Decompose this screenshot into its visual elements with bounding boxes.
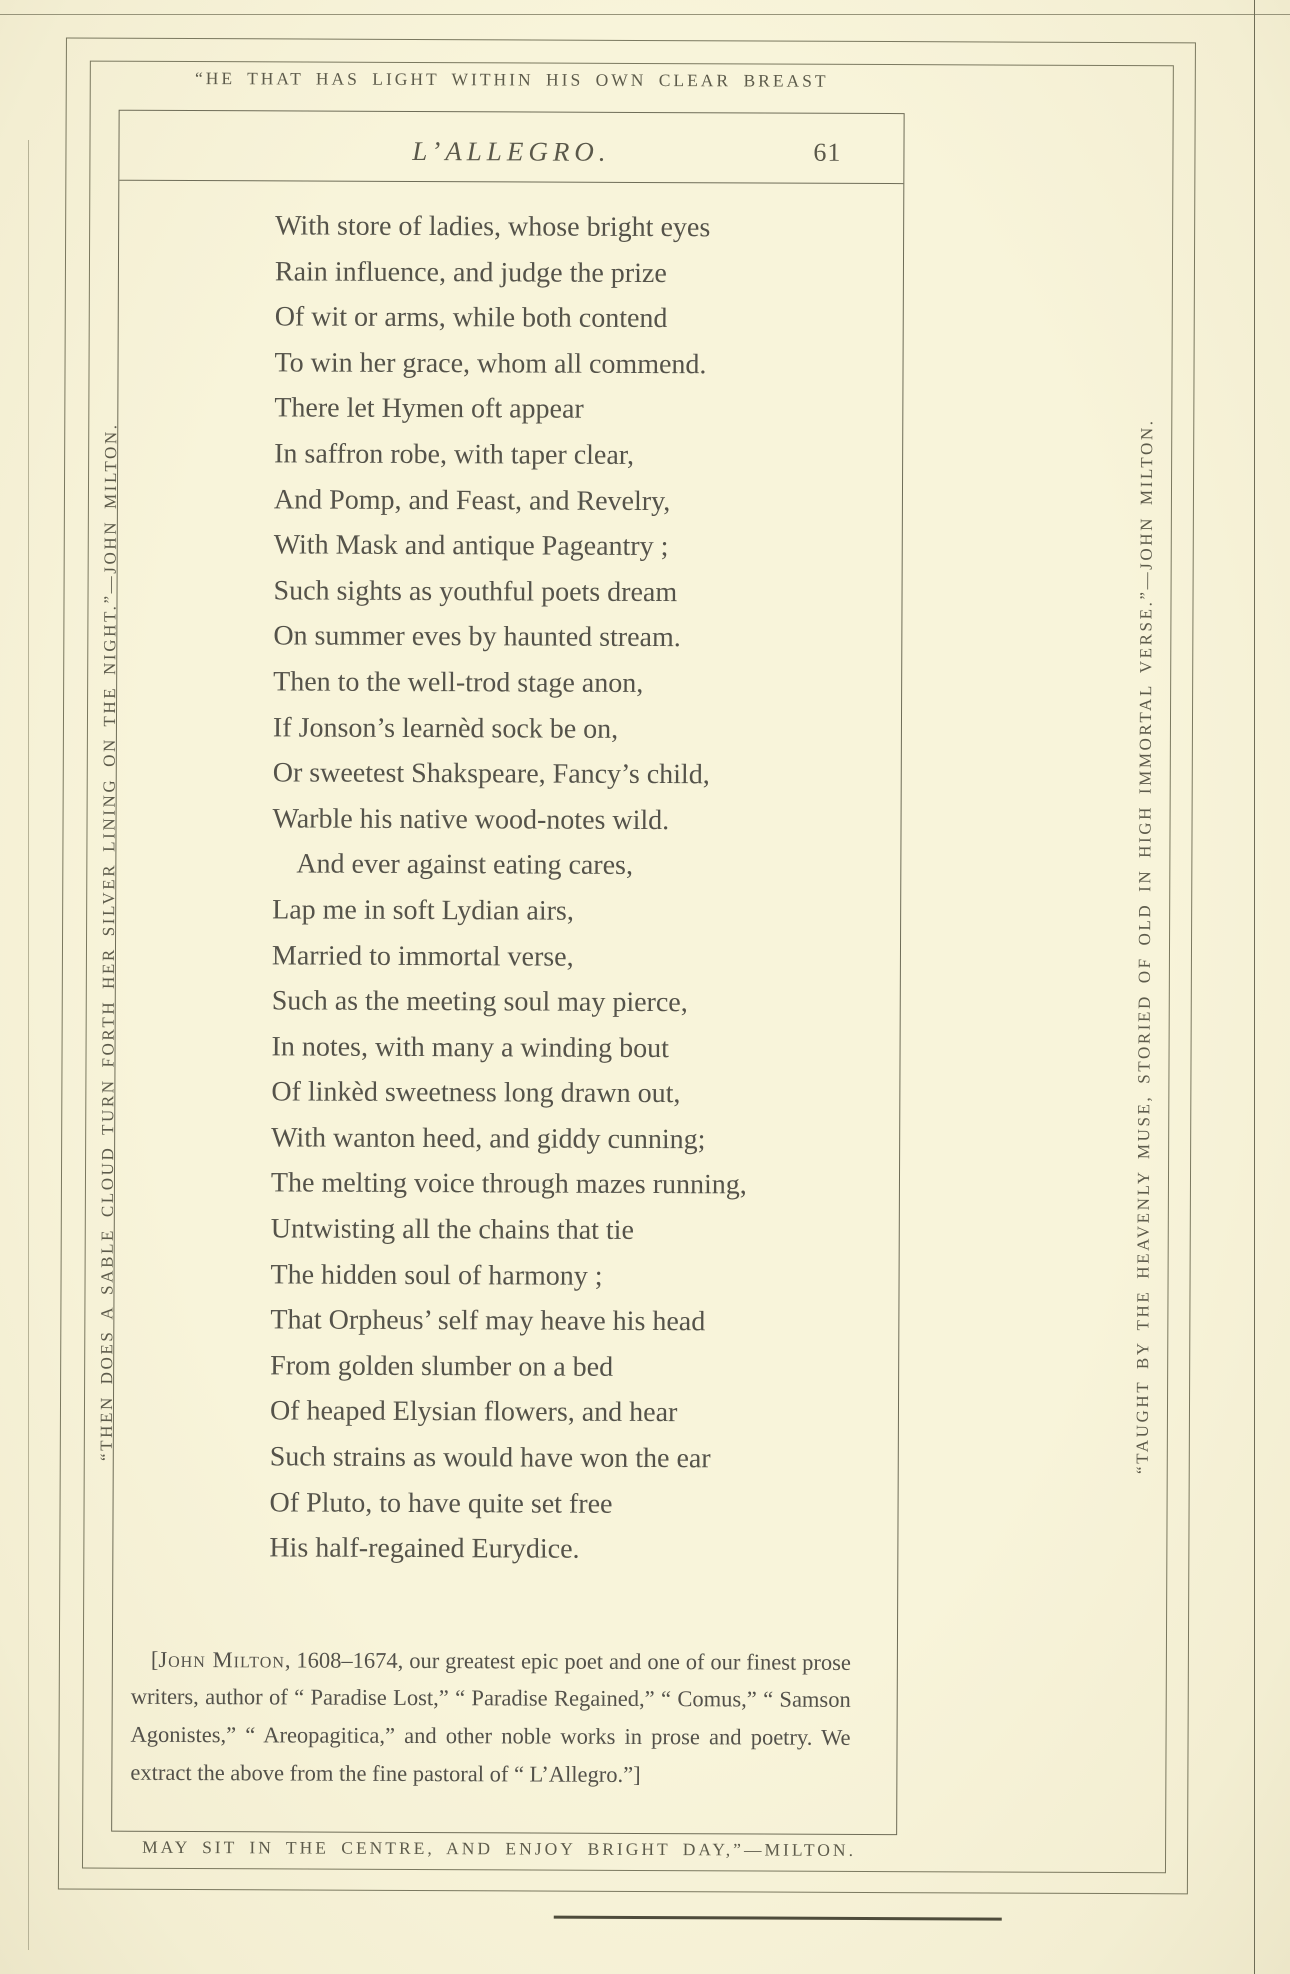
poem-line: To win her grace, whom all commend. <box>274 347 707 381</box>
poem-line: Warble his native wood-notes wild. <box>272 803 670 836</box>
poem-line: Such sights as youthful poets dream <box>273 575 678 608</box>
poem-line: In notes, with many a winding bout <box>271 1031 670 1064</box>
poem-line: Of linkèd sweetness long drawn out, <box>271 1076 681 1110</box>
poem-line: With store of ladies, whose bright eyes <box>275 210 711 244</box>
border-quote-bottom: MAY SIT IN THE CENTRE, AND ENJOY BRIGHT DAY,”—MILTON. <box>142 1836 857 1860</box>
poem-line: And Pomp, and Feast, and Revelry, <box>273 483 671 517</box>
poem-line: In saffron robe, with taper clear, <box>274 438 635 471</box>
running-title: L’ALLEGRO. <box>412 135 611 167</box>
poem-line: The hidden soul of harmony ; <box>270 1259 603 1292</box>
poem-line: That Orpheus’ self may heave his head <box>270 1304 706 1338</box>
poem-line: Of Pluto, to have quite set free <box>269 1486 613 1520</box>
footnote-open-bracket: [ <box>150 1646 159 1672</box>
poem-line: Then to the well-trod stage anon, <box>273 666 644 699</box>
poem-line: From golden slumber on a bed <box>270 1350 614 1383</box>
poem-line: If Jonson’s learnèd sock be on, <box>272 711 619 745</box>
poem-line: The melting voice through mazes running, <box>270 1167 747 1201</box>
border-quote-left: “THEN DOES A SABLE CLOUD TURN FORTH HER SILVER LINING ON THE NIGHT.”—JOHN MILTON. <box>96 422 121 1462</box>
poem-line: There let Hymen oft appear <box>274 392 584 426</box>
poem-line: His half-regained Eurydice. <box>269 1532 580 1565</box>
page-header <box>119 111 903 183</box>
border-quote-top: “HE THAT HAS LIGHT WITHIN HIS OWN CLEAR BREAST <box>194 68 829 91</box>
poem-line: Such strains as would have won the ear <box>269 1441 711 1475</box>
poem-line: Lap me in soft Lydian airs, <box>272 894 574 927</box>
page-number: 61 <box>813 137 842 167</box>
poem-line: With Mask and antique Pageantry ; <box>273 529 669 563</box>
bottom-broken-rule <box>554 1916 1002 1921</box>
footnote-text: , 1608–1674, our greatest epic poet and one of our finest prose writers, author of “ Paradise Lost,” “ Paradise Regained,” “ Comus,” “ Samson Agonistes,” “ Areopagitica,” and other noble works in prose and poetry. We extract the above from the fine pastoral of “ L’Allegro.”] <box>130 1647 851 1787</box>
poem-line: Untwisting all the chains that tie <box>270 1213 634 1247</box>
poem-content-box <box>111 110 905 1835</box>
editor-footnote <box>130 1641 851 1795</box>
poem-line: Of heaped Elysian flowers, and hear <box>269 1395 678 1429</box>
poem-line: And ever against eating cares, <box>296 848 634 882</box>
poem-line: Such as the meeting soul may pierce, <box>271 985 688 1019</box>
poem <box>113 203 903 1574</box>
poem-line: Or sweetest Shakspeare, Fancy’s child, <box>272 757 710 791</box>
poem-line: With wanton heed, and giddy cunning; <box>271 1122 706 1156</box>
border-quote-right: “TAUGHT BY THE HEAVENLY MUSE, STORIED OF OLD IN HIGH IMMORTAL VERSE.”—JOHN MILTON. <box>1132 418 1157 1474</box>
footnote-author: John Milton <box>158 1646 286 1673</box>
poem-line: On summer eves by haunted stream. <box>273 620 681 654</box>
poem-line: Rain influence, and judge the prize <box>274 255 667 289</box>
poem-line: Married to immortal verse, <box>271 939 574 973</box>
poem-line: Of wit or arms, while both contend <box>274 301 668 335</box>
